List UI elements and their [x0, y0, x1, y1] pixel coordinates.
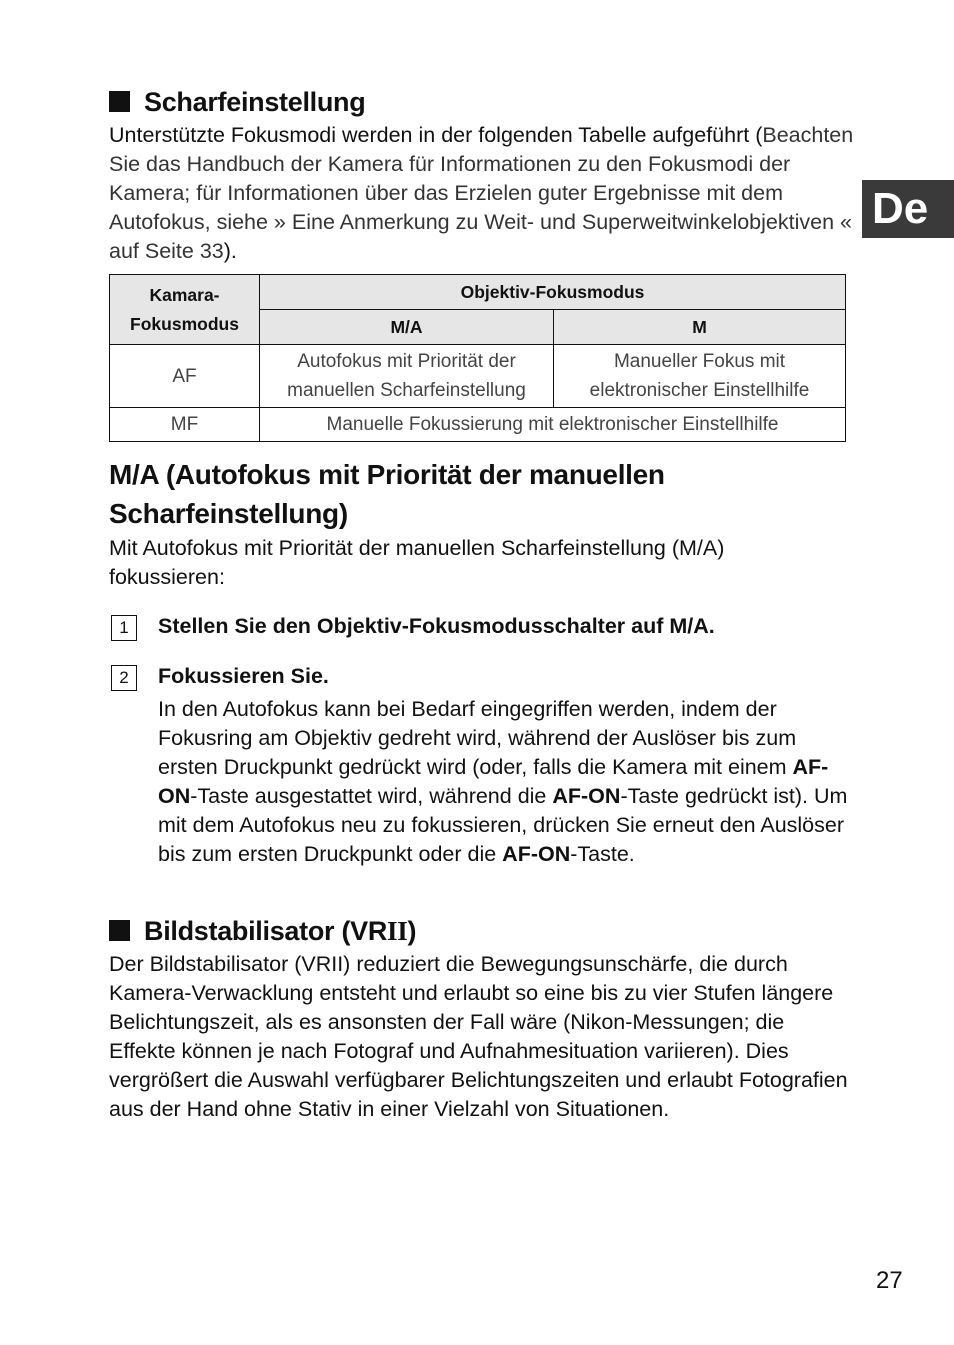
step-2-text-c: -Taste ausgestattet wird, während die [190, 784, 553, 808]
cell-af-m-line2: elektronischer Einstellhilfe [589, 380, 810, 401]
ma-heading [109, 455, 869, 533]
cell-af-ma [260, 345, 554, 408]
step-2-body [158, 695, 848, 869]
step-2-text-g: -Taste. [570, 842, 635, 866]
intro-note: Beachten Sie das Handbuch der Kamera für Informationen zu den Fokusmodi der Kamera; für Informationen über das Erzielen guter Ergebnisse mit dem Autofokus, siehe » Eine Anmerkung zu Weit- und Superweitwinkelobjektiven « auf Seite 33 [109, 123, 854, 263]
step-2-text-e: -Taste gedrückt ist). Um mit dem Autofokus neu zu fokussieren, drücken Sie erneut den Auslöser bis zum ersten Druckpunkt oder die [158, 784, 848, 866]
cell-af-ma-line2: manuellen Scharfeinstellung [287, 380, 526, 401]
step-2-text-a: In den Autofokus kann bei Bedarf eingegriffen werden, indem der Fokusring am Objektiv gedreht wird, während der Auslöser bis zum ersten Druckpunkt gedrückt wird (oder, falls die Kamera mit einem [158, 697, 797, 779]
page-number: 27 [876, 1267, 903, 1294]
row-label-mf: MF [110, 408, 260, 442]
step-2-title: Fokussieren Sie. [158, 664, 329, 688]
header-m: M [554, 310, 846, 345]
table-row [110, 408, 846, 442]
cell-af-ma-line1: Autofokus mit Priorität der [297, 351, 516, 372]
focus-mode-table [109, 274, 846, 442]
title-main: Bildstabilisator (VR [144, 916, 388, 946]
header-lens-mode: Objektiv-Fokusmodus [260, 275, 846, 310]
section-title: Scharfeinstellung [144, 87, 366, 117]
section-heading-scharfeinstellung [109, 87, 365, 117]
cell-af-m-line1: Manueller Fokus mit [613, 351, 786, 372]
title-close: ) [407, 916, 417, 946]
step-1-number: 1 [111, 615, 137, 641]
ma-heading-line1: M/A (Autofokus mit Priorität der manuellen [109, 459, 665, 490]
section-intro [109, 121, 854, 266]
header-camera-line2: Fokusmodus [130, 313, 239, 334]
intro-paren-close: ). [223, 239, 237, 263]
header-camera-mode [110, 275, 260, 345]
heading-square-icon [109, 920, 130, 941]
intro-paren-open: ( [755, 123, 763, 147]
af-on-button-label: AF-ON [552, 784, 621, 808]
section-heading-bildstabilisator [109, 916, 416, 946]
ma-heading-line2: Scharfeinstellung) [109, 498, 348, 529]
step-1-title: Stellen Sie den Objektiv-Fokusmodusschalter auf M/A. [158, 614, 715, 638]
section-title [144, 916, 416, 946]
vr-body: Der Bildstabilisator (VRII) reduziert die Bewegungsunschärfe, die durch Kamera-Verwacklung entsteht und erlaubt so eine bis zu vier Stufen längere Belichtungszeit, als es ansonsten der Fall wäre (Nikon-Messungen; die Effekte können je nach Fotograf und Aufnahmesituation variieren). Dies vergrößert die Auswahl verfügbarer Belichtungszeiten und erlaubt Fotografien aus der Hand ohne Stativ in einer Vielzahl von Situationen. [109, 952, 848, 1121]
intro-strong: Unterstützte Fokusmodi werden in der folgenden Tabelle aufgeführt [109, 123, 750, 147]
table-row [110, 345, 846, 408]
header-camera-line1: Kamara- [149, 284, 220, 305]
cell-mf-value: Manuelle Fokussierung mit elektronischer Einstellhilfe [260, 408, 846, 442]
cell-af-m [554, 345, 846, 408]
step-2-number: 2 [111, 665, 137, 691]
af-on-button-label: AF-ON [502, 842, 571, 866]
header-ma: M/A [260, 310, 554, 345]
heading-square-icon [109, 91, 130, 112]
title-roman: II [387, 916, 408, 946]
language-tab: De [862, 180, 954, 238]
ma-intro: Mit Autofokus mit Priorität der manuellen Scharfeinstellung (M/A) fokussieren: [109, 536, 725, 589]
af-on-button-label: AF-ON [158, 755, 829, 808]
row-label-af: AF [110, 345, 260, 408]
